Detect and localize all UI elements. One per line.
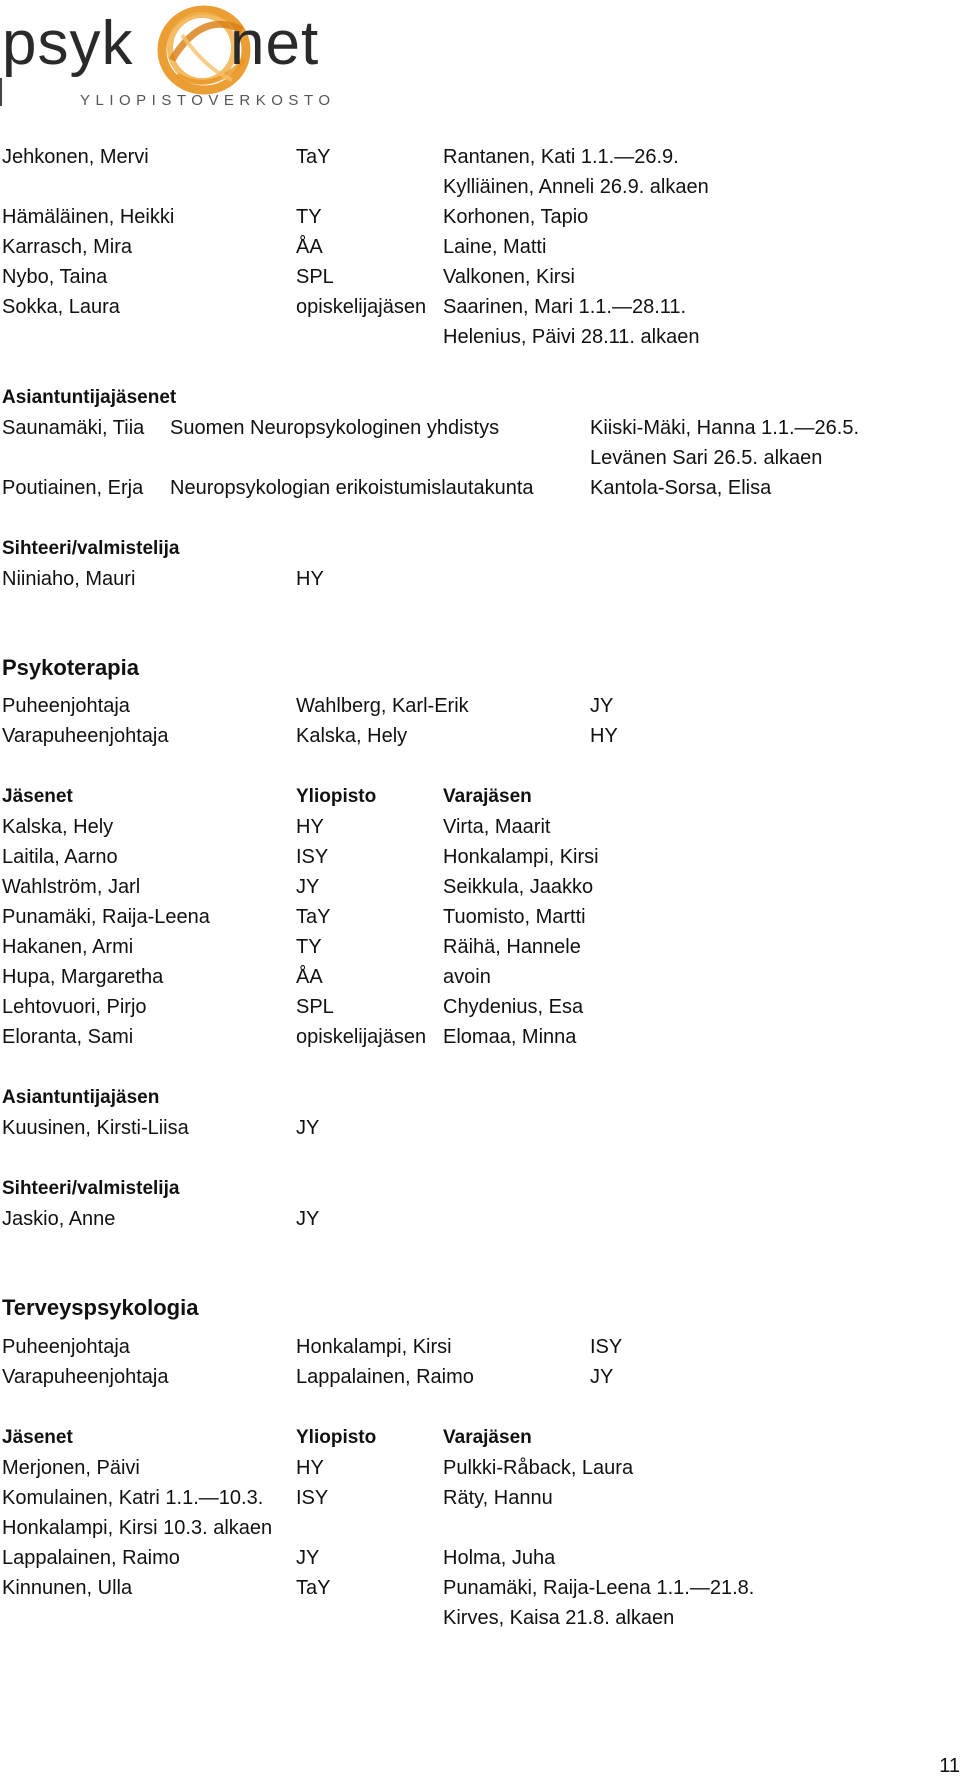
- member-univ: SPL: [296, 996, 334, 1018]
- expert-deputy: Kiiski-Mäki, Hanna 1.1.—26.5.: [590, 417, 860, 439]
- member-univ: TaY: [296, 1577, 331, 1599]
- logo-word-left: psyk: [2, 9, 134, 78]
- member-name: Hämäläinen, Heikki: [2, 206, 175, 228]
- expert-heading: Asiantuntijajäsen: [2, 1087, 160, 1108]
- member-deputy: Chydenius, Esa: [443, 996, 584, 1018]
- member-name: Punamäki, Raija-Leena: [2, 906, 210, 928]
- member-univ: opiskelijajäsen: [296, 296, 427, 318]
- member-univ: opiskelijajäsen: [296, 1026, 427, 1048]
- page-number: 11: [939, 1755, 960, 1777]
- expert-name: Kuusinen, Kirsti-Liisa: [2, 1117, 189, 1139]
- secretary-name: Niiniaho, Mauri: [2, 568, 136, 590]
- member-univ: JY: [296, 1547, 320, 1569]
- member-univ: JY: [296, 876, 320, 898]
- member-deputy: Laine, Matti: [443, 236, 547, 258]
- col-header-deputy: Varajäsen: [443, 1427, 532, 1448]
- member-deputy: Kirves, Kaisa 21.8. alkaen: [443, 1607, 675, 1629]
- member-name: Komulainen, Katri 1.1.—10.3.: [2, 1487, 264, 1509]
- terveys-title: Terveyspsykologia: [2, 1295, 199, 1320]
- member-univ: ÅA: [296, 966, 323, 988]
- psykoterapia-title: Psykoterapia: [2, 655, 139, 680]
- member-name: Eloranta, Sami: [2, 1026, 134, 1048]
- member-name: Sokka, Laura: [2, 296, 120, 318]
- member-deputy: Honkalampi, Kirsi: [443, 846, 599, 868]
- member-deputy: Kylliäinen, Anneli 26.9. alkaen: [443, 176, 709, 198]
- member-deputy: Helenius, Päivi 28.11. alkaen: [443, 326, 700, 348]
- chair-role: Puheenjohtaja: [2, 695, 130, 717]
- member-deputy: Korhonen, Tapio: [443, 206, 589, 228]
- member-name: Honkalampi, Kirsi 10.3. alkaen: [2, 1517, 273, 1539]
- chair-univ: JY: [590, 695, 614, 717]
- vice-name: Lappalainen, Raimo: [296, 1366, 474, 1388]
- member-name: Lehtovuori, Pirjo: [2, 996, 147, 1018]
- vice-role: Varapuheenjohtaja: [2, 725, 169, 747]
- expert-name: Saunamäki, Tiia: [2, 417, 145, 439]
- member-deputy: Saarinen, Mari 1.1.—28.11.: [443, 296, 687, 318]
- member-univ: HY: [296, 1457, 324, 1479]
- logo-word-right: net: [230, 9, 320, 78]
- secretary-heading: Sihteeri/valmistelija: [2, 1178, 180, 1199]
- col-header-members: Jäsenet: [2, 786, 73, 807]
- vice-univ: JY: [590, 1366, 614, 1388]
- psykonet-logo: [0, 0, 340, 115]
- member-name: Nybo, Taina: [2, 266, 108, 288]
- expert-univ: JY: [296, 1117, 320, 1139]
- member-name: Laitila, Aarno: [2, 846, 118, 868]
- member-univ: TaY: [296, 146, 331, 168]
- member-name: Wahlström, Jarl: [2, 876, 141, 898]
- logo-subtitle: YLIOPISTOVERKOSTO: [80, 92, 336, 109]
- col-header-univ: Yliopisto: [296, 1427, 377, 1448]
- member-name: Kinnunen, Ulla: [2, 1577, 133, 1599]
- vice-univ: HY: [590, 725, 618, 747]
- vice-role: Varapuheenjohtaja: [2, 1366, 169, 1388]
- member-deputy: Tuomisto, Martti: [443, 906, 586, 928]
- member-name: Hupa, Margaretha: [2, 966, 164, 988]
- member-name: Karrasch, Mira: [2, 236, 133, 258]
- expert-name: Poutiainen, Erja: [2, 477, 144, 499]
- expert-deputy: Levänen Sari 26.5. alkaen: [590, 447, 823, 469]
- member-deputy: Holma, Juha: [443, 1547, 556, 1569]
- member-univ: SPL: [296, 266, 334, 288]
- col-header-univ: Yliopisto: [296, 786, 377, 807]
- secretary-univ: HY: [296, 568, 324, 590]
- secretary-univ: JY: [296, 1208, 320, 1230]
- secretary-name: Jaskio, Anne: [2, 1208, 116, 1230]
- col-header-deputy: Varajäsen: [443, 786, 532, 807]
- logo-divider: [0, 78, 2, 106]
- member-name: Merjonen, Päivi: [2, 1457, 140, 1479]
- secretary-heading: Sihteeri/valmistelija: [2, 538, 180, 559]
- col-header-members: Jäsenet: [2, 1427, 73, 1448]
- expert-deputy: Kantola-Sorsa, Elisa: [590, 477, 772, 499]
- member-deputy: Pulkki-Råback, Laura: [443, 1457, 634, 1479]
- member-deputy: Seikkula, Jaakko: [443, 876, 594, 898]
- member-univ: TY: [296, 936, 322, 958]
- member-name: Hakanen, Armi: [2, 936, 134, 958]
- member-univ: TaY: [296, 906, 331, 928]
- expert-org: Neuropsykologian erikoistumislautakunta: [170, 477, 534, 499]
- member-deputy: Punamäki, Raija-Leena 1.1.—21.8.: [443, 1577, 755, 1599]
- member-deputy: Valkonen, Kirsi: [443, 266, 575, 288]
- chair-role: Puheenjohtaja: [2, 1336, 130, 1358]
- member-univ: ISY: [296, 1487, 329, 1509]
- expert-org: Suomen Neuropsykologinen yhdistys: [170, 417, 500, 439]
- experts-heading: Asiantuntijajäsenet: [2, 387, 177, 408]
- member-name: Lappalainen, Raimo: [2, 1547, 180, 1569]
- chair-univ: ISY: [590, 1336, 623, 1358]
- member-univ: ISY: [296, 846, 329, 868]
- member-univ: TY: [296, 206, 322, 228]
- member-deputy: Virta, Maarit: [443, 816, 551, 838]
- member-deputy: avoin: [443, 966, 491, 988]
- chair-name: Wahlberg, Karl-Erik: [296, 695, 469, 717]
- chair-name: Honkalampi, Kirsi: [296, 1336, 452, 1358]
- member-deputy: Rantanen, Kati 1.1.—26.9.: [443, 146, 679, 168]
- member-name: Kalska, Hely: [2, 816, 114, 838]
- member-univ: HY: [296, 816, 324, 838]
- member-deputy: Elomaa, Minna: [443, 1026, 577, 1048]
- member-deputy: Räihä, Hannele: [443, 936, 581, 958]
- member-deputy: Räty, Hannu: [443, 1487, 553, 1509]
- member-name: Jehkonen, Mervi: [2, 146, 149, 168]
- vice-name: Kalska, Hely: [296, 725, 408, 747]
- member-univ: ÅA: [296, 236, 323, 258]
